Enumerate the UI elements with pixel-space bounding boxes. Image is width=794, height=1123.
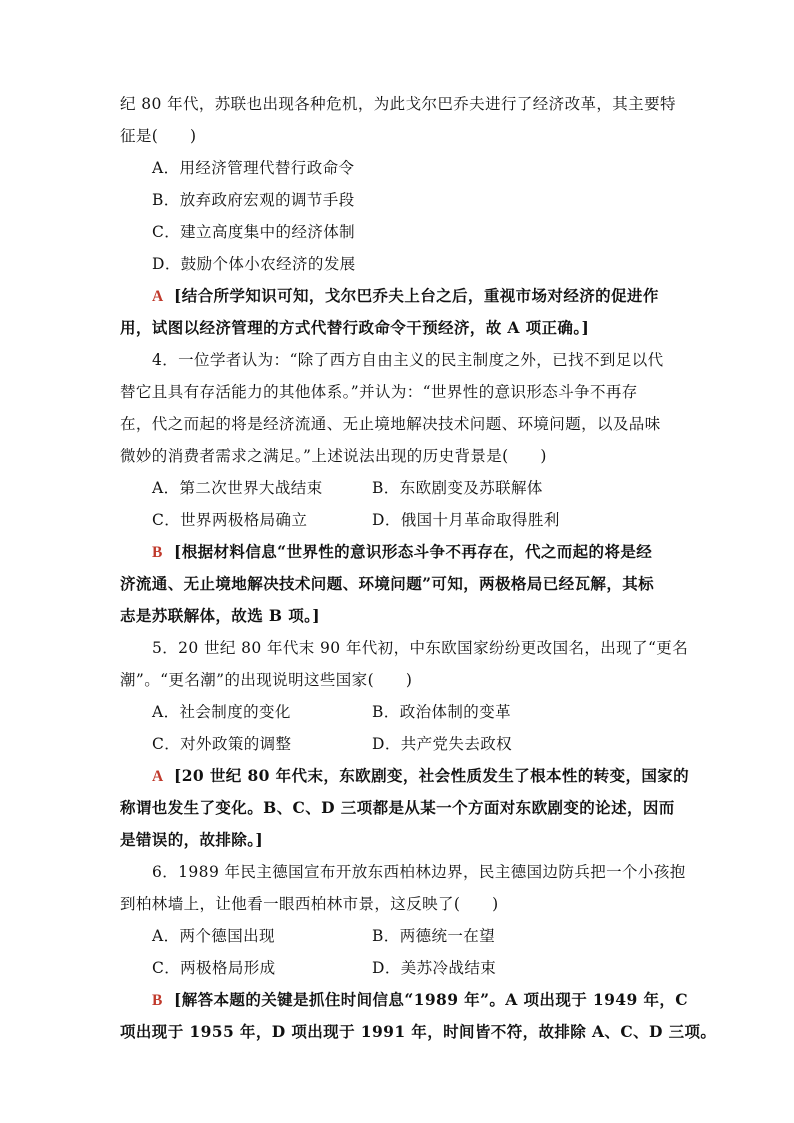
q3-stem-line-1: 纪 80 年代，苏联也出现各种危机，为此戈尔巴乔夫进行了经济改革，其主要特 (120, 95, 676, 113)
q4-options-row-2 (152, 510, 560, 532)
q6-answer-letter: B (152, 992, 163, 1009)
q3-answer-letter: A (152, 288, 164, 305)
q6-explanation-text: [解答本题的关键是抓住时间信息“1989 年”。A 项出现于 1949 年，C (174, 990, 688, 1009)
q4-explanation-line-3: 志是苏联解体，故选 B 项。] (120, 606, 320, 625)
q4-option-c: C．世界两极格局确立 (152, 511, 308, 529)
q6-options-row-1 (152, 926, 496, 948)
q6-stem-line-2: 到柏林墙上，让他看一眼西柏林市景，这反映了( ) (120, 895, 499, 913)
q3-option-d: D．鼓励个体小农经济的发展 (152, 255, 356, 273)
q4-option-a: A．第二次世界大战结束 (152, 479, 323, 497)
q6-option-c: C．两极格局形成 (152, 959, 276, 977)
q5-options-row-2 (152, 734, 513, 756)
q3-explanation-line-2: 用，试图以经济管理的方式代替行政命令干预经济，故 A 项正确。] (120, 318, 590, 337)
q3-explanation-text: [结合所学知识可知，戈尔巴乔夫上台之后，重视市场对经济的促进作 (174, 286, 659, 305)
q3-option-b: B．放弃政府宏观的调节手段 (152, 191, 355, 209)
q4-stem-line-2: 替它且具有存活能力的其他体系。”并认为：“世界性的意识形态斗争不再存 (120, 383, 638, 401)
q5-option-a: A．社会制度的变化 (152, 703, 291, 721)
q4-answer-letter: B (152, 544, 163, 561)
q6-option-b: B．两德统一在望 (372, 927, 496, 945)
q4-explanation-line-1 (152, 542, 652, 564)
q5-stem-line-1: 5．20 世纪 80 年代末 90 年代初，中东欧国家纷纷更改国名，出现了“更名 (152, 639, 689, 657)
q4-option-b: B．东欧剧变及苏联解体 (372, 479, 543, 497)
q4-explanation-line-2: 济流通、无止境地解决技术问题、环境问题”可知，两极格局已经瓦解，其标 (120, 574, 655, 593)
q5-option-d: D．共产党失去政权 (372, 735, 513, 753)
q5-explanation-line-3: 是错误的，故排除。] (120, 830, 264, 849)
q4-option-d: D．俄国十月革命取得胜利 (372, 511, 560, 529)
q4-explanation-text: [根据材料信息“世界性的意识形态斗争不再存在，代之而起的将是经 (174, 542, 653, 561)
q5-option-b: B．政治体制的变革 (372, 703, 511, 721)
q4-stem-line-3: 在，代之而起的将是经济流通、无止境地解决技术问题、环境问题，以及品味 (120, 415, 661, 433)
q5-stem-line-2: 潮”。“更名潮”的出现说明这些国家( ) (120, 671, 413, 689)
q4-options-row-1 (152, 478, 543, 500)
q3-stem-line-2: 征是( ) (120, 127, 197, 145)
q5-explanation-line-1 (152, 766, 689, 788)
q3-explanation-line-1 (152, 286, 659, 308)
q4-stem-line-1: 4．一位学者认为：“除了西方自由主义的民主制度之外，已找不到足以代 (152, 351, 664, 369)
q6-option-d: D．美苏冷战结束 (372, 959, 497, 977)
q6-explanation-line-1 (152, 990, 688, 1012)
q3-option-c: C．建立高度集中的经济体制 (152, 223, 356, 241)
q4-stem-line-4: 微妙的消费者需求之满足。”上述说法出现的历史背景是( ) (120, 447, 547, 465)
q6-options-row-2 (152, 958, 497, 980)
q6-stem-line-1: 6．1989 年民主德国宣布开放东西柏林边界，民主德国边防兵把一个小孩抱 (152, 863, 686, 881)
q5-option-c: C．对外政策的调整 (152, 735, 292, 753)
q6-explanation-line-2: 项出现于 1955 年，D 项出现于 1991 年，时间皆不符，故排除 A、C、D 三项。 (120, 1022, 717, 1041)
q6-option-a: A．两个德国出现 (152, 927, 275, 945)
q5-answer-letter: A (152, 768, 164, 785)
q3-option-a: A．用经济管理代替行政命令 (152, 159, 355, 177)
q5-options-row-1 (152, 702, 511, 724)
q5-explanation-text: [20 世纪 80 年代末，东欧剧变，社会性质发生了根本性的转变，国家的 (174, 766, 690, 785)
q5-explanation-line-2: 称谓也发生了变化。B、C、D 三项都是从某一个方面对东欧剧变的论述，因而 (120, 798, 675, 817)
